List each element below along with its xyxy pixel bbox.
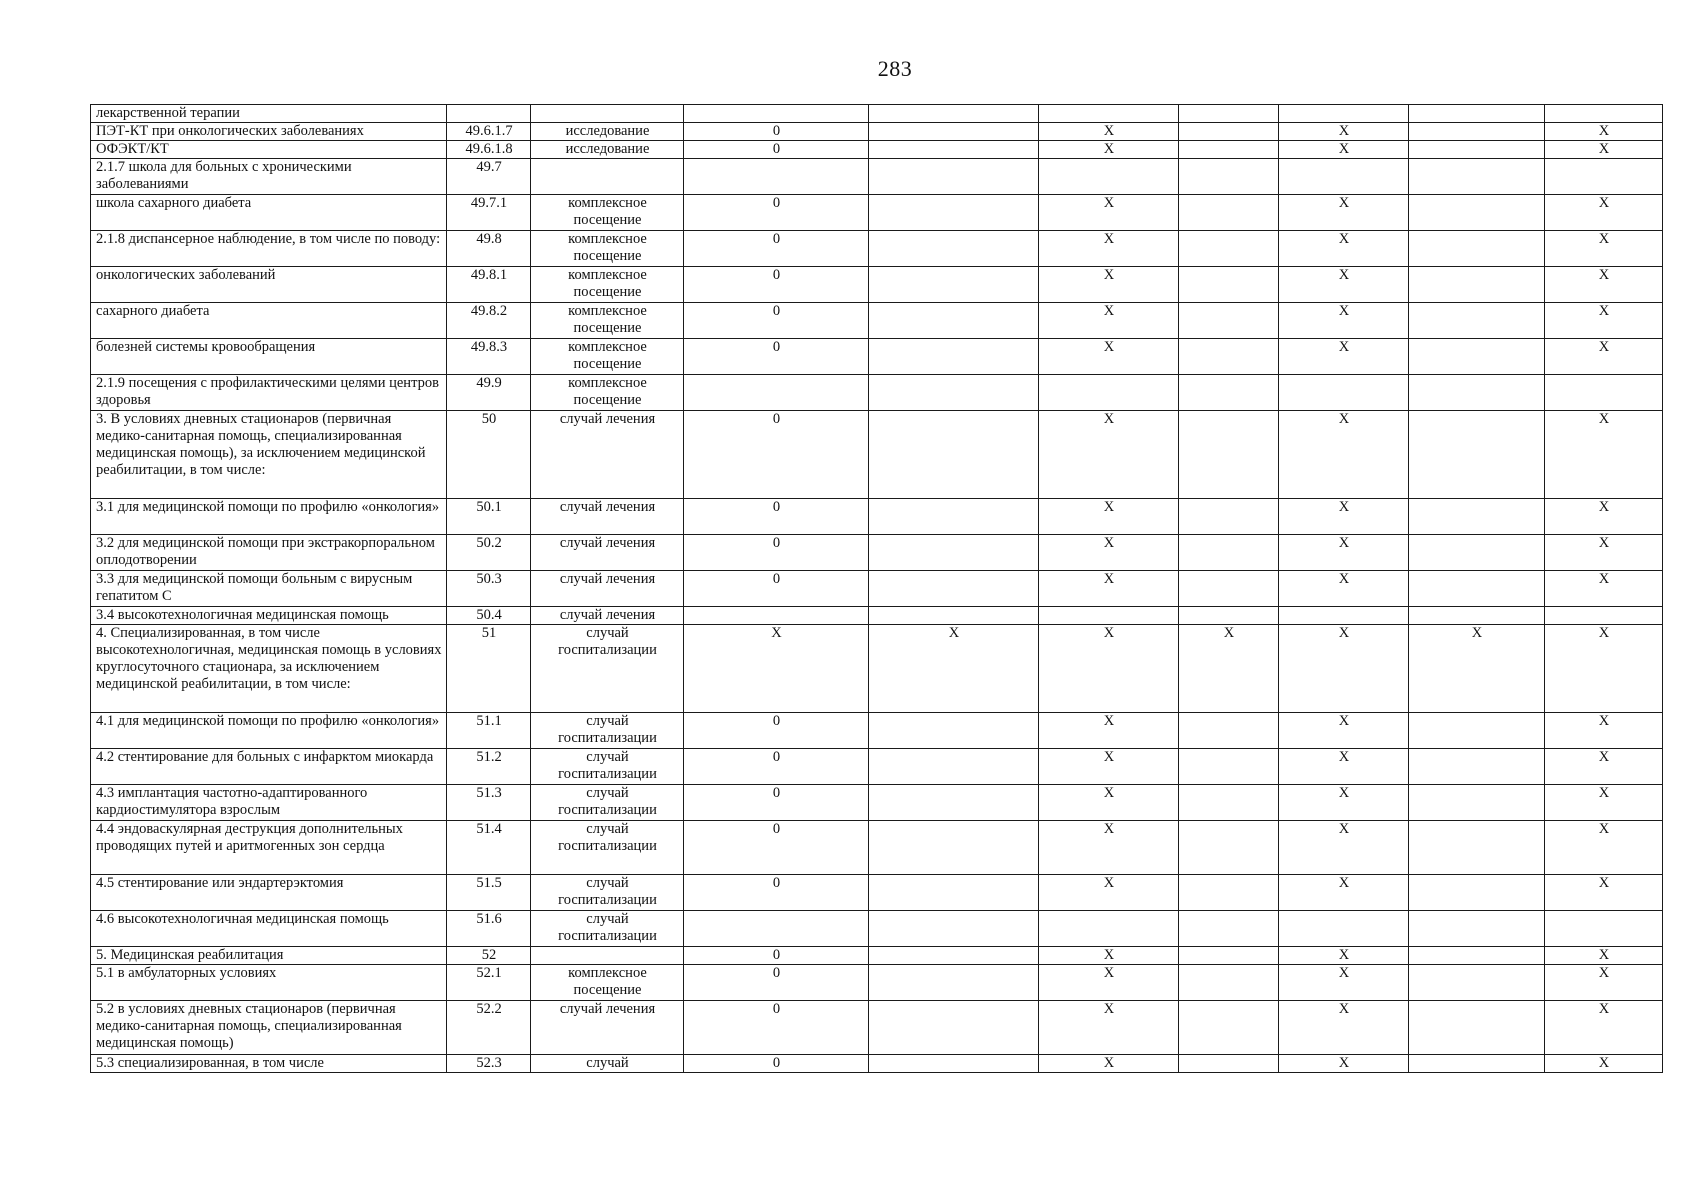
- row-code-cell: 51.5: [447, 875, 531, 911]
- table-row: [91, 821, 1663, 875]
- row-name-cell: 4. Специализированная, в том числе высокотехнологичная, медицинская помощь в условиях круглосуточного стационара, за исключением медицинской реабилитации, в том числе:: [91, 625, 447, 713]
- value-col-7-cell: X: [1545, 571, 1663, 607]
- row-unit-cell: случай лечения: [531, 571, 684, 607]
- value-col-5-cell: X: [1279, 785, 1409, 821]
- value-col-1-cell: 0: [684, 875, 869, 911]
- row-unit-cell: случай лечения: [531, 499, 684, 535]
- table-row: [91, 303, 1663, 339]
- value-col-4-cell: [1179, 821, 1279, 875]
- row-name-cell: 3.1 для медицинской помощи по профилю «онкология»: [91, 499, 447, 535]
- row-unit-cell: комплексное посещение: [531, 303, 684, 339]
- row-code-cell: 49.6.1.8: [447, 141, 531, 159]
- row-unit-cell: [531, 159, 684, 195]
- value-col-1-cell: X: [684, 625, 869, 713]
- row-unit-cell: комплексное посещение: [531, 339, 684, 375]
- value-col-5-cell: X: [1279, 499, 1409, 535]
- value-col-3-cell: X: [1039, 749, 1179, 785]
- value-col-4-cell: [1179, 1055, 1279, 1073]
- value-col-3-cell: X: [1039, 267, 1179, 303]
- row-name-cell: 5. Медицинская реабилитация: [91, 947, 447, 965]
- value-col-3-cell: X: [1039, 1055, 1179, 1073]
- value-col-6-cell: [1409, 571, 1545, 607]
- value-col-5-cell: X: [1279, 947, 1409, 965]
- value-col-5-cell: X: [1279, 625, 1409, 713]
- value-col-7-cell: [1545, 607, 1663, 625]
- value-col-6-cell: [1409, 965, 1545, 1001]
- value-col-6-cell: [1409, 375, 1545, 411]
- row-code-cell: 49.8.2: [447, 303, 531, 339]
- row-unit-cell: исследование: [531, 123, 684, 141]
- value-col-4-cell: [1179, 231, 1279, 267]
- value-col-4-cell: [1179, 499, 1279, 535]
- row-name-cell: 4.2 стентирование для больных с инфарктом миокарда: [91, 749, 447, 785]
- row-name-cell: ПЭТ-КТ при онкологических заболеваниях: [91, 123, 447, 141]
- value-col-4-cell: [1179, 785, 1279, 821]
- value-col-3-cell: X: [1039, 535, 1179, 571]
- value-col-4-cell: [1179, 339, 1279, 375]
- value-col-4-cell: [1179, 607, 1279, 625]
- value-col-4-cell: [1179, 411, 1279, 499]
- value-col-4-cell: [1179, 713, 1279, 749]
- value-col-6-cell: [1409, 535, 1545, 571]
- value-col-4-cell: [1179, 105, 1279, 123]
- value-col-4-cell: [1179, 375, 1279, 411]
- row-unit-cell: комплексное посещение: [531, 231, 684, 267]
- value-col-5-cell: X: [1279, 123, 1409, 141]
- row-code-cell: 52: [447, 947, 531, 965]
- row-unit-cell: исследование: [531, 141, 684, 159]
- table-row: [91, 911, 1663, 947]
- row-unit-cell: случай лечения: [531, 411, 684, 499]
- row-unit-cell: случай лечения: [531, 535, 684, 571]
- row-code-cell: 51.2: [447, 749, 531, 785]
- row-unit-cell: случай госпитализации: [531, 911, 684, 947]
- value-col-3-cell: X: [1039, 713, 1179, 749]
- value-col-6-cell: [1409, 339, 1545, 375]
- value-col-2-cell: [869, 141, 1039, 159]
- value-col-2-cell: X: [869, 625, 1039, 713]
- row-code-cell: 50.1: [447, 499, 531, 535]
- value-col-3-cell: [1039, 375, 1179, 411]
- value-col-4-cell: X: [1179, 625, 1279, 713]
- value-col-1-cell: [684, 911, 869, 947]
- value-col-3-cell: X: [1039, 965, 1179, 1001]
- row-code-cell: 49.7.1: [447, 195, 531, 231]
- value-col-7-cell: X: [1545, 231, 1663, 267]
- value-col-2-cell: [869, 231, 1039, 267]
- value-col-2-cell: [869, 411, 1039, 499]
- table-row: [91, 195, 1663, 231]
- value-col-6-cell: [1409, 911, 1545, 947]
- row-name-cell: 4.4 эндоваскулярная деструкция дополнительных проводящих путей и аритмогенных зон сердца: [91, 821, 447, 875]
- value-col-1-cell: 0: [684, 749, 869, 785]
- value-col-3-cell: X: [1039, 1001, 1179, 1055]
- value-col-5-cell: X: [1279, 965, 1409, 1001]
- value-col-2-cell: [869, 339, 1039, 375]
- value-col-4-cell: [1179, 141, 1279, 159]
- row-unit-cell: [531, 105, 684, 123]
- value-col-2-cell: [869, 499, 1039, 535]
- value-col-1-cell: 0: [684, 141, 869, 159]
- value-col-2-cell: [869, 1055, 1039, 1073]
- value-col-3-cell: X: [1039, 231, 1179, 267]
- value-col-6-cell: [1409, 411, 1545, 499]
- value-col-3-cell: X: [1039, 821, 1179, 875]
- value-col-6-cell: [1409, 749, 1545, 785]
- value-col-1-cell: 0: [684, 1055, 869, 1073]
- row-code-cell: 50.3: [447, 571, 531, 607]
- row-unit-cell: случай госпитализации: [531, 713, 684, 749]
- table-row: [91, 123, 1663, 141]
- table-row: [91, 375, 1663, 411]
- table-row: [91, 607, 1663, 625]
- value-col-1-cell: 0: [684, 123, 869, 141]
- value-col-1-cell: 0: [684, 411, 869, 499]
- value-col-1-cell: 0: [684, 785, 869, 821]
- value-col-2-cell: [869, 607, 1039, 625]
- value-col-2-cell: [869, 911, 1039, 947]
- value-col-7-cell: X: [1545, 411, 1663, 499]
- row-name-cell: 3.2 для медицинской помощи при экстракорпоральном оплодотворении: [91, 535, 447, 571]
- value-col-2-cell: [869, 965, 1039, 1001]
- row-name-cell: 2.1.8 диспансерное наблюдение, в том числе по поводу:: [91, 231, 447, 267]
- value-col-5-cell: X: [1279, 231, 1409, 267]
- table-row: [91, 749, 1663, 785]
- value-col-1-cell: 0: [684, 821, 869, 875]
- value-col-4-cell: [1179, 571, 1279, 607]
- value-col-2-cell: [869, 303, 1039, 339]
- value-col-7-cell: [1545, 105, 1663, 123]
- value-col-5-cell: X: [1279, 571, 1409, 607]
- value-col-3-cell: X: [1039, 411, 1179, 499]
- value-col-7-cell: X: [1545, 535, 1663, 571]
- value-col-2-cell: [869, 821, 1039, 875]
- value-col-7-cell: X: [1545, 947, 1663, 965]
- value-col-6-cell: [1409, 947, 1545, 965]
- table-row: [91, 1055, 1663, 1073]
- row-code-cell: 51.4: [447, 821, 531, 875]
- row-code-cell: 49.8.1: [447, 267, 531, 303]
- row-code-cell: 52.2: [447, 1001, 531, 1055]
- value-col-6-cell: [1409, 159, 1545, 195]
- row-name-cell: 4.1 для медицинской помощи по профилю «онкология»: [91, 713, 447, 749]
- value-col-3-cell: [1039, 911, 1179, 947]
- value-col-3-cell: X: [1039, 195, 1179, 231]
- value-col-7-cell: [1545, 375, 1663, 411]
- value-col-2-cell: [869, 713, 1039, 749]
- row-name-cell: 5.3 специализированная, в том числе: [91, 1055, 447, 1073]
- row-name-cell: лекарственной терапии: [91, 105, 447, 123]
- table-body: [91, 105, 1663, 1073]
- value-col-7-cell: X: [1545, 303, 1663, 339]
- value-col-3-cell: X: [1039, 571, 1179, 607]
- value-col-7-cell: X: [1545, 141, 1663, 159]
- row-unit-cell: комплексное посещение: [531, 267, 684, 303]
- value-col-6-cell: [1409, 231, 1545, 267]
- row-name-cell: сахарного диабета: [91, 303, 447, 339]
- row-code-cell: 49.8: [447, 231, 531, 267]
- value-col-1-cell: 0: [684, 339, 869, 375]
- row-code-cell: 50.4: [447, 607, 531, 625]
- value-col-1-cell: 0: [684, 231, 869, 267]
- row-unit-cell: случай госпитализации: [531, 625, 684, 713]
- row-name-cell: 5.1 в амбулаторных условиях: [91, 965, 447, 1001]
- value-col-6-cell: [1409, 875, 1545, 911]
- value-col-5-cell: [1279, 159, 1409, 195]
- value-col-6-cell: [1409, 303, 1545, 339]
- value-col-7-cell: X: [1545, 1055, 1663, 1073]
- value-col-1-cell: 0: [684, 267, 869, 303]
- row-unit-cell: случай госпитализации: [531, 785, 684, 821]
- row-name-cell: онкологических заболеваний: [91, 267, 447, 303]
- row-unit-cell: случай лечения: [531, 1001, 684, 1055]
- row-code-cell: 51.3: [447, 785, 531, 821]
- value-col-5-cell: X: [1279, 1055, 1409, 1073]
- value-col-6-cell: [1409, 1055, 1545, 1073]
- row-code-cell: 51.6: [447, 911, 531, 947]
- value-col-4-cell: [1179, 195, 1279, 231]
- value-col-4-cell: [1179, 911, 1279, 947]
- value-col-7-cell: [1545, 159, 1663, 195]
- row-code-cell: 49.7: [447, 159, 531, 195]
- row-unit-cell: комплексное посещение: [531, 965, 684, 1001]
- row-code-cell: 52.3: [447, 1055, 531, 1073]
- row-name-cell: болезней системы кровообращения: [91, 339, 447, 375]
- value-col-2-cell: [869, 1001, 1039, 1055]
- value-col-2-cell: [869, 375, 1039, 411]
- value-col-3-cell: X: [1039, 625, 1179, 713]
- value-col-7-cell: X: [1545, 713, 1663, 749]
- table-row: [91, 339, 1663, 375]
- value-col-5-cell: X: [1279, 339, 1409, 375]
- table-row: [91, 267, 1663, 303]
- value-col-4-cell: [1179, 1001, 1279, 1055]
- data-table: [90, 104, 1663, 1073]
- value-col-1-cell: [684, 159, 869, 195]
- value-col-1-cell: 0: [684, 965, 869, 1001]
- value-col-3-cell: [1039, 159, 1179, 195]
- table-row: [91, 571, 1663, 607]
- value-col-5-cell: X: [1279, 1001, 1409, 1055]
- row-code-cell: 50: [447, 411, 531, 499]
- value-col-3-cell: X: [1039, 785, 1179, 821]
- row-name-cell: 3. В условиях дневных стационаров (первичная медико-санитарная помощь, специализированная медицинская помощь), за исключением медицинской реабилитации, в том числе:: [91, 411, 447, 499]
- row-name-cell: 5.2 в условиях дневных стационаров (первичная медико-санитарная помощь, специализированная медицинская помощь): [91, 1001, 447, 1055]
- table-row: [91, 411, 1663, 499]
- value-col-7-cell: X: [1545, 267, 1663, 303]
- value-col-6-cell: [1409, 195, 1545, 231]
- value-col-1-cell: 0: [684, 1001, 869, 1055]
- row-unit-cell: комплексное посещение: [531, 375, 684, 411]
- value-col-4-cell: [1179, 875, 1279, 911]
- value-col-5-cell: X: [1279, 749, 1409, 785]
- value-col-2-cell: [869, 159, 1039, 195]
- value-col-7-cell: X: [1545, 123, 1663, 141]
- value-col-6-cell: [1409, 713, 1545, 749]
- row-code-cell: 49.8.3: [447, 339, 531, 375]
- value-col-1-cell: 0: [684, 947, 869, 965]
- value-col-5-cell: X: [1279, 821, 1409, 875]
- value-col-4-cell: [1179, 159, 1279, 195]
- row-code-cell: 50.2: [447, 535, 531, 571]
- table-row: [91, 875, 1663, 911]
- row-unit-cell: случай госпитализации: [531, 749, 684, 785]
- value-col-1-cell: 0: [684, 195, 869, 231]
- value-col-1-cell: 0: [684, 535, 869, 571]
- value-col-5-cell: X: [1279, 411, 1409, 499]
- row-name-cell: 3.3 для медицинской помощи больным с вирусным гепатитом С: [91, 571, 447, 607]
- value-col-2-cell: [869, 749, 1039, 785]
- value-col-6-cell: [1409, 785, 1545, 821]
- value-col-7-cell: X: [1545, 821, 1663, 875]
- value-col-6-cell: [1409, 821, 1545, 875]
- value-col-7-cell: X: [1545, 875, 1663, 911]
- row-name-cell: 4.6 высокотехнологичная медицинская помощь: [91, 911, 447, 947]
- table-row: [91, 713, 1663, 749]
- table-row: [91, 535, 1663, 571]
- row-unit-cell: случай госпитализации: [531, 821, 684, 875]
- value-col-4-cell: [1179, 267, 1279, 303]
- table-row: [91, 947, 1663, 965]
- value-col-6-cell: [1409, 123, 1545, 141]
- value-col-4-cell: [1179, 749, 1279, 785]
- value-col-6-cell: [1409, 267, 1545, 303]
- table-row: [91, 965, 1663, 1001]
- value-col-7-cell: [1545, 911, 1663, 947]
- row-name-cell: 2.1.9 посещения с профилактическими целями центров здоровья: [91, 375, 447, 411]
- value-col-1-cell: [684, 607, 869, 625]
- value-col-5-cell: X: [1279, 535, 1409, 571]
- value-col-7-cell: X: [1545, 785, 1663, 821]
- table-row: [91, 625, 1663, 713]
- value-col-3-cell: X: [1039, 303, 1179, 339]
- value-col-1-cell: 0: [684, 713, 869, 749]
- row-code-cell: 51: [447, 625, 531, 713]
- table-row: [91, 141, 1663, 159]
- row-name-cell: ОФЭКТ/КТ: [91, 141, 447, 159]
- value-col-7-cell: X: [1545, 339, 1663, 375]
- value-col-5-cell: [1279, 911, 1409, 947]
- table-row: [91, 231, 1663, 267]
- row-name-cell: школа сахарного диабета: [91, 195, 447, 231]
- value-col-7-cell: X: [1545, 1001, 1663, 1055]
- row-code-cell: [447, 105, 531, 123]
- row-unit-cell: случай: [531, 1055, 684, 1073]
- value-col-5-cell: X: [1279, 303, 1409, 339]
- row-code-cell: 52.1: [447, 965, 531, 1001]
- row-name-cell: 3.4 высокотехнологичная медицинская помощь: [91, 607, 447, 625]
- value-col-4-cell: [1179, 303, 1279, 339]
- value-col-7-cell: X: [1545, 625, 1663, 713]
- value-col-4-cell: [1179, 535, 1279, 571]
- row-code-cell: 49.9: [447, 375, 531, 411]
- value-col-3-cell: X: [1039, 339, 1179, 375]
- value-col-3-cell: X: [1039, 875, 1179, 911]
- value-col-7-cell: X: [1545, 195, 1663, 231]
- value-col-1-cell: 0: [684, 571, 869, 607]
- row-unit-cell: [531, 947, 684, 965]
- value-col-5-cell: [1279, 105, 1409, 123]
- value-col-7-cell: X: [1545, 499, 1663, 535]
- value-col-5-cell: [1279, 607, 1409, 625]
- value-col-1-cell: 0: [684, 303, 869, 339]
- value-col-5-cell: X: [1279, 141, 1409, 159]
- value-col-2-cell: [869, 947, 1039, 965]
- value-col-5-cell: [1279, 375, 1409, 411]
- row-code-cell: 49.6.1.7: [447, 123, 531, 141]
- value-col-3-cell: [1039, 105, 1179, 123]
- row-code-cell: 51.1: [447, 713, 531, 749]
- value-col-3-cell: X: [1039, 499, 1179, 535]
- value-col-5-cell: X: [1279, 195, 1409, 231]
- value-col-5-cell: X: [1279, 875, 1409, 911]
- value-col-4-cell: [1179, 947, 1279, 965]
- table-row: [91, 159, 1663, 195]
- row-unit-cell: случай госпитализации: [531, 875, 684, 911]
- value-col-2-cell: [869, 195, 1039, 231]
- page-number: 283: [877, 56, 913, 81]
- table-row: [91, 1001, 1663, 1055]
- value-col-2-cell: [869, 123, 1039, 141]
- value-col-2-cell: [869, 571, 1039, 607]
- row-name-cell: 4.3 имплантация частотно-адаптированного кардиостимулятора взрослым: [91, 785, 447, 821]
- value-col-2-cell: [869, 535, 1039, 571]
- row-unit-cell: комплексное посещение: [531, 195, 684, 231]
- value-col-3-cell: X: [1039, 123, 1179, 141]
- value-col-3-cell: [1039, 607, 1179, 625]
- value-col-3-cell: X: [1039, 947, 1179, 965]
- row-unit-cell: случай лечения: [531, 607, 684, 625]
- value-col-7-cell: X: [1545, 749, 1663, 785]
- value-col-4-cell: [1179, 965, 1279, 1001]
- row-name-cell: 4.5 стентирование или эндартерэктомия: [91, 875, 447, 911]
- value-col-5-cell: X: [1279, 267, 1409, 303]
- value-col-5-cell: X: [1279, 713, 1409, 749]
- value-col-6-cell: [1409, 141, 1545, 159]
- table-row: [91, 785, 1663, 821]
- value-col-6-cell: [1409, 499, 1545, 535]
- value-col-2-cell: [869, 267, 1039, 303]
- value-col-1-cell: 0: [684, 499, 869, 535]
- value-col-6-cell: [1409, 105, 1545, 123]
- table-row: [91, 499, 1663, 535]
- value-col-1-cell: [684, 375, 869, 411]
- value-col-2-cell: [869, 875, 1039, 911]
- value-col-2-cell: [869, 105, 1039, 123]
- value-col-7-cell: X: [1545, 965, 1663, 1001]
- value-col-6-cell: [1409, 607, 1545, 625]
- value-col-6-cell: [1409, 1001, 1545, 1055]
- value-col-6-cell: X: [1409, 625, 1545, 713]
- value-col-1-cell: [684, 105, 869, 123]
- table-row: [91, 105, 1663, 123]
- value-col-4-cell: [1179, 123, 1279, 141]
- value-col-3-cell: X: [1039, 141, 1179, 159]
- row-name-cell: 2.1.7 школа для больных с хроническими заболеваниями: [91, 159, 447, 195]
- value-col-2-cell: [869, 785, 1039, 821]
